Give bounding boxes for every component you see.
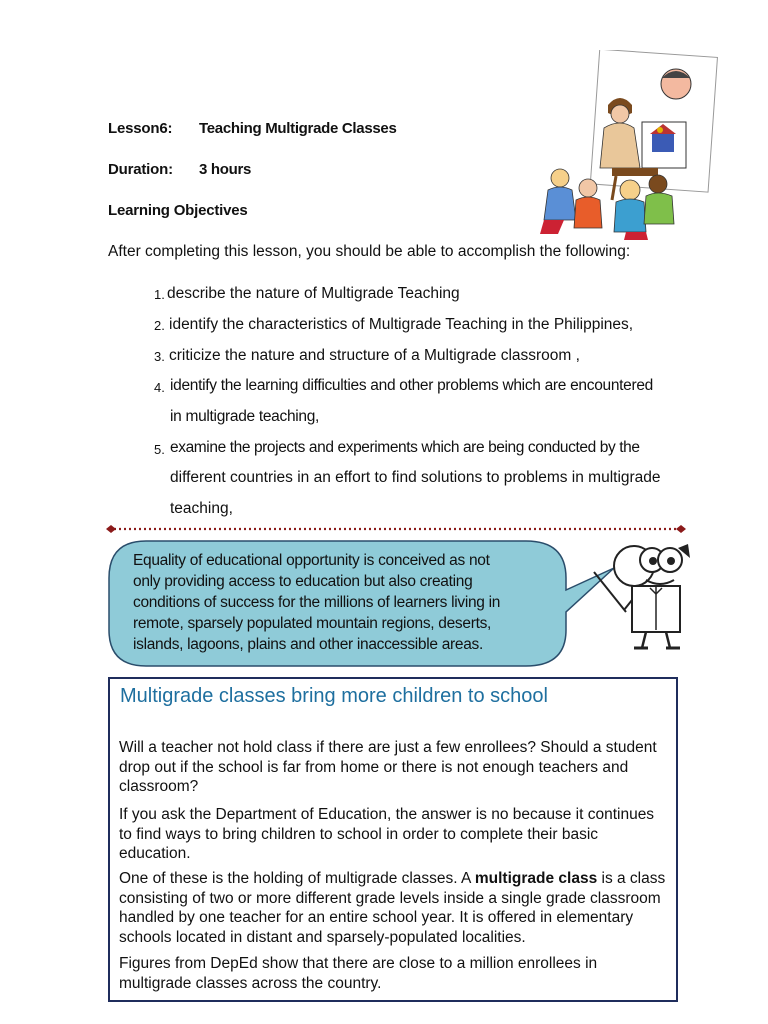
- objective-5-number: 5.: [154, 442, 165, 457]
- objective-3-text: criticize the nature and structure of a Multigrade classroom ,: [169, 347, 580, 364]
- info-paragraph-3: [119, 869, 669, 947]
- info-paragraph-2-text: If you ask the Department of Education, the answer is no because it continues to find ways to bring children to school in order to complete their basic education.: [119, 806, 655, 862]
- bubble-line-1: Equality of educational opportunity is conceived as not: [133, 552, 490, 569]
- bubble-line-5: islands, lagoons, plains and other inaccessible areas.: [133, 636, 483, 653]
- info-box: [108, 677, 678, 1002]
- info-paragraph-3-text: [119, 869, 669, 947]
- objective-5-text-line3: teaching,: [170, 500, 233, 517]
- multigrade-class-term: multigrade class: [474, 870, 598, 887]
- info-paragraph-4-text: Figures from DepEd show that there are close to a million enrollees in multigrade classes across the country.: [119, 955, 598, 992]
- speech-bubble-text: [133, 550, 500, 655]
- info-paragraph-1: [119, 738, 669, 797]
- objective-1-number: 1.: [154, 287, 165, 302]
- bubble-line-2: only providing access to education but also creating: [133, 573, 473, 590]
- info-box-title: Multigrade classes bring more children to school: [120, 685, 548, 707]
- duration-value: 3 hours: [199, 161, 252, 178]
- info-paragraph-4: [119, 954, 669, 993]
- objective-3-number: 3.: [154, 349, 165, 364]
- objective-5-text-line1: examine the projects and experiments which are being conducted by the: [170, 439, 640, 456]
- objective-2-text: identify the characteristics of Multigrade Teaching in the Philippines,: [169, 316, 634, 333]
- objective-1-text: describe the nature of Multigrade Teaching: [167, 285, 460, 302]
- bubble-line-3: conditions of success for the millions of learners living in: [133, 594, 501, 611]
- lesson-label: Lesson6:: [108, 120, 173, 137]
- professor-pointer-illustration: [592, 540, 702, 652]
- intro-text: After completing this lesson, you should be able to accomplish the following:: [108, 243, 631, 260]
- objective-4-number: 4.: [154, 380, 165, 395]
- objective-5-text-line2: different countries in an effort to find solutions to problems in multigrade: [170, 469, 661, 486]
- info-paragraph-2: [119, 805, 669, 864]
- info-paragraph-1-text: Will a teacher not hold class if there are just a few enrollees? Should a student drop out if the school is far from home or there is not enough teachers and classroom?: [119, 739, 657, 795]
- bubble-line-4: remote, sparsely populated mountain regions, deserts,: [133, 615, 492, 632]
- objective-4-text-line2: in multigrade teaching,: [170, 408, 320, 425]
- info-paragraph-3-pre: One of these is the holding of multigrade classes. A: [119, 870, 475, 887]
- objectives-heading: Learning Objectives: [108, 202, 248, 219]
- lesson-title: Teaching Multigrade Classes: [199, 120, 397, 137]
- objective-4-text-line1: identify the learning difficulties and other problems which are encountered: [170, 377, 653, 394]
- dotted-divider: [106, 523, 686, 535]
- duration-label: Duration:: [108, 161, 173, 178]
- info-paragraph-3-post: is a class consisting of two or more different grade levels inside a single grade classroom handled by one teacher for an entire school year. It is offered in elementary schools located in distant and sparsely-populated localities.: [119, 870, 666, 946]
- objective-2-number: 2.: [154, 318, 165, 333]
- teacher-children-illustration: [540, 50, 720, 242]
